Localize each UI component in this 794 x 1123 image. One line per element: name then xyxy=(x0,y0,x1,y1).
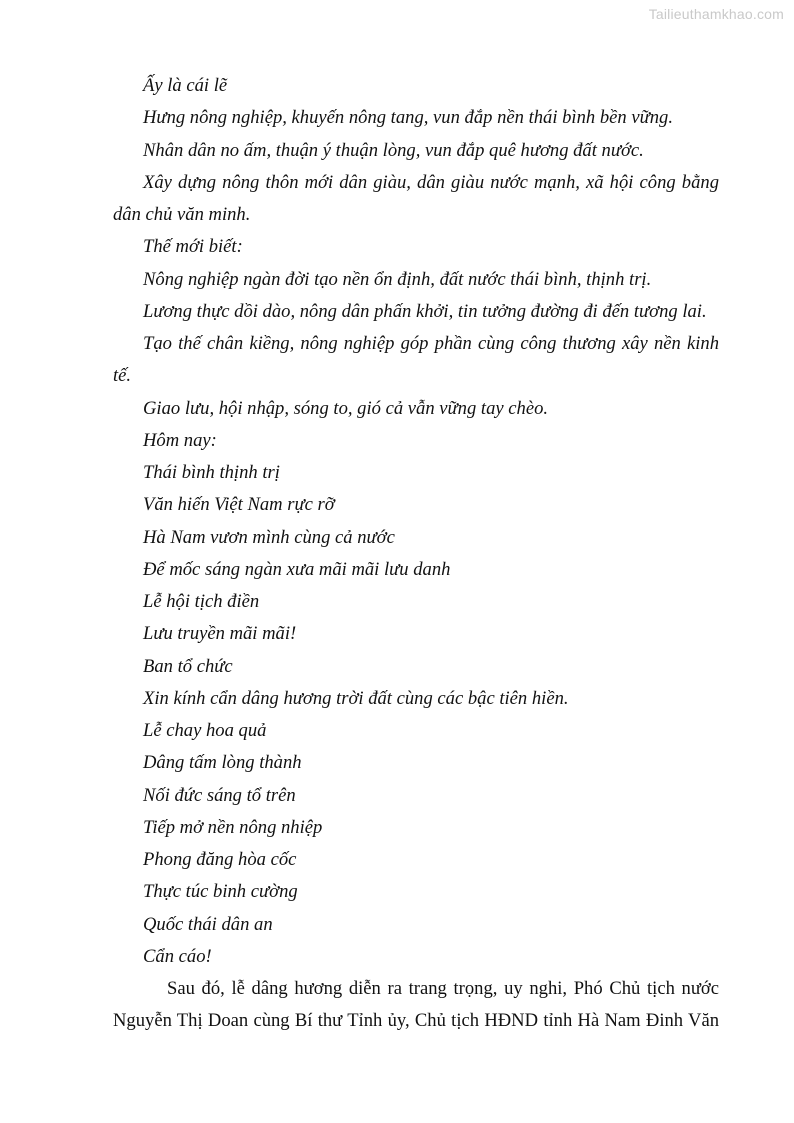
text-line: Tạo thế chân kiềng, nông nghiệp góp phần cùng công thương xây nền kinh xyxy=(143,333,719,354)
text-line: Hưng nông nghiệp, khuyến nông tang, vun đắp nền thái bình bền vững. xyxy=(143,107,673,129)
text-line: Nhân dân no ấm, thuận ý thuận lòng, vun đắp quê hương đất nước. xyxy=(143,139,644,161)
document-body xyxy=(113,70,719,1038)
text-line: Xây dựng nông thôn mới dân giàu, dân giàu nước mạnh, xã hội công bằng xyxy=(143,171,719,193)
text-line: Dâng tấm lòng thành xyxy=(143,752,302,774)
text-line: Văn hiến Việt Nam rực rỡ xyxy=(143,494,335,516)
text-line: Hôm nay: xyxy=(143,429,217,451)
text-line: Lưu truyền mãi mãi! xyxy=(143,623,297,645)
text-line: dân chủ văn minh. xyxy=(113,204,251,225)
paragraph-line: Sau đó, lễ dâng hương diễn ra trang trọng, uy nghi, Phó Chủ tịch nước xyxy=(167,978,719,999)
text-line: Thái bình thịnh trị xyxy=(143,462,280,483)
text-line: tế. xyxy=(113,365,132,387)
text-line: Cẩn cáo! xyxy=(143,945,212,967)
text-line: Nông nghiệp ngàn đời tạo nền ổn định, đất nước thái bình, thịnh trị. xyxy=(143,268,652,290)
text-line: Ấy là cái lẽ xyxy=(143,75,228,96)
watermark-text: Tailieuthamkhao.com xyxy=(648,6,784,22)
text-line: Hà Nam vươn mình cùng cả nước xyxy=(143,526,395,548)
text-line: Quốc thái dân an xyxy=(143,913,273,935)
text-line: Xin kính cẩn dâng hương trời đất cùng các bậc tiên hiền. xyxy=(143,687,569,709)
text-line: Lễ hội tịch điền xyxy=(143,591,260,612)
text-line: Lương thực dồi dào, nông dân phấn khởi, tin tưởng đường đi đến tương lai. xyxy=(143,300,707,322)
text-line: Tiếp mở nền nông nhiệp xyxy=(143,816,323,838)
text-line: Để mốc sáng ngàn xưa mãi mãi lưu danh xyxy=(143,558,451,580)
text-line: Nối đức sáng tổ trên xyxy=(143,784,296,806)
paragraph-line: Nguyễn Thị Doan cùng Bí thư Tỉnh ủy, Chủ tịch HĐND tỉnh Hà Nam Đinh Văn xyxy=(113,1010,719,1032)
text-line: Lễ chay hoa quả xyxy=(143,720,267,741)
text-line: Thực túc binh cường xyxy=(143,881,298,903)
text-line: Giao lưu, hội nhập, sóng to, gió cả vẫn vững tay chèo. xyxy=(143,397,549,419)
text-line: Thế mới biết: xyxy=(143,236,243,258)
text-line: Phong đăng hòa cốc xyxy=(143,849,297,870)
text-line: Ban tổ chức xyxy=(143,655,233,677)
